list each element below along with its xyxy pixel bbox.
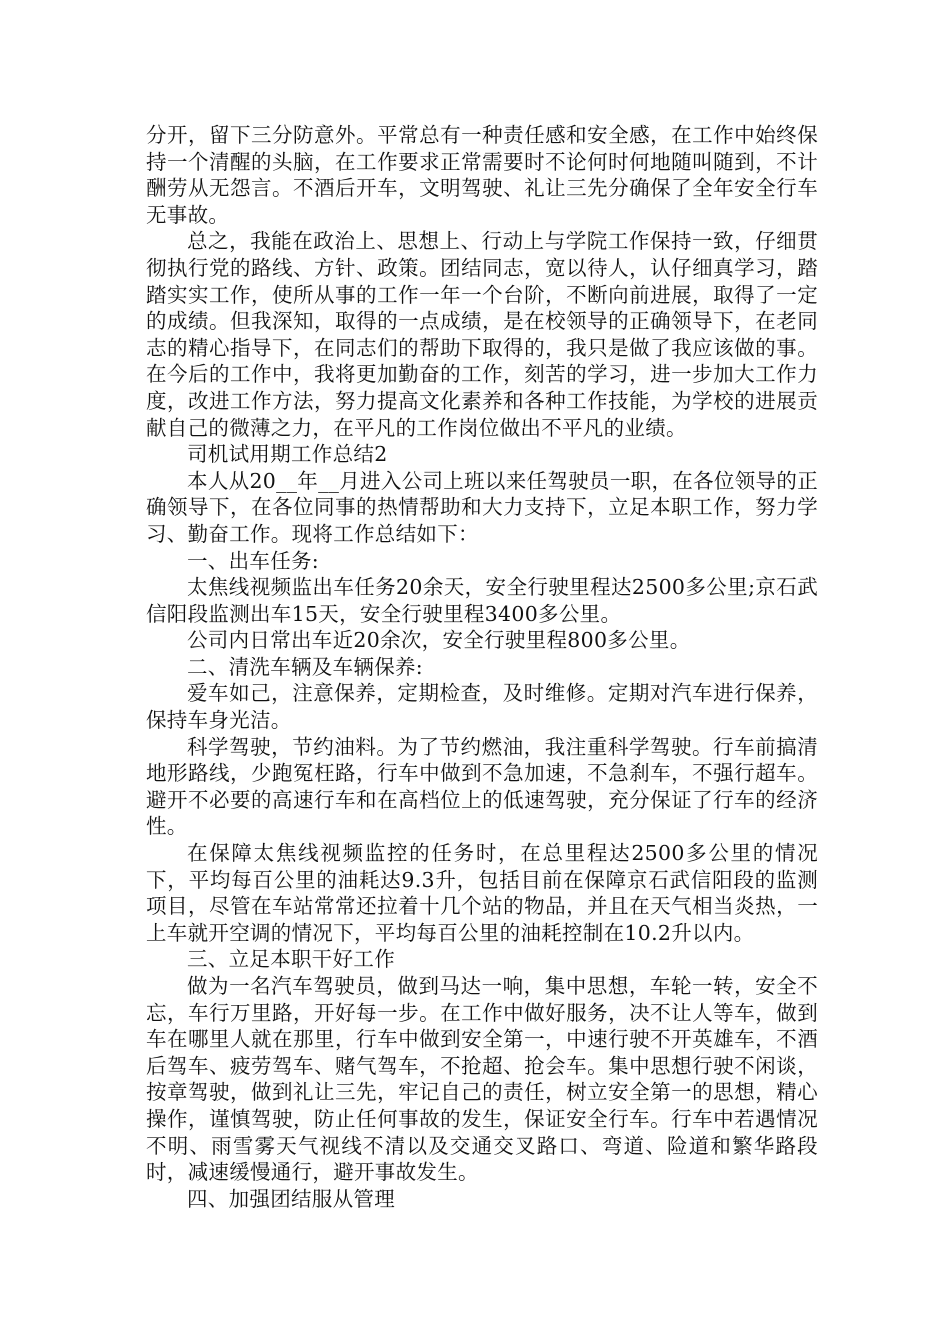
paragraph: 科学驾驶，节约油料。为了节约燃油，我注重科学驾驶。行车前搞清地形路线，少跑冤枉路，行车中做到不急加速，不急刹车，不强行超车。避开不必要的高速行车和在高档位上的低速驾驶，充分保证了行车的经济性。 [146,734,818,839]
paragraph: 分开，留下三分防意外。平常总有一种责任感和安全感，在工作中始终保持一个清醒的头脑，在工作要求正常需要时不论何时何地随叫随到，不计酬劳从无怨言。不酒后开车，文明驾驶、礼让三先分确保了全年安全行车无事故。 [146,123,818,227]
paragraph: 公司内日常出车近20余次，安全行驶里程800多公里。 [187,628,691,653]
section-heading: 一、出车任务: [187,548,320,573]
paragraph: 爱车如己，注意保养，定期检查，及时维修。定期对汽车进行保养，保持车身光洁。 [146,681,818,733]
section-heading: 四、加强团结服从管理 [187,1186,395,1211]
section-title: 司机试用期工作总结2 [187,442,388,467]
paragraph: 太焦线视频监出车任务20余天，安全行驶里程达2500多公里;京石武信阳段监测出车15天，安全行驶里程3400多公里。 [146,575,818,626]
paragraph: 做为一名汽车驾驶员，做到马达一响，集中思想，车轮一转，安全不忘，车行万里路，开好每一步。在工作中做好服务，决不让人等车，做到车在哪里人就在那里，行车中做到安全第一，中速行驶不开英雄车，不酒后驾车、疲劳驾车、赌气驾车，不抢超、抢会车。集中思想行驶不闲谈，按章驾驶，做到礼让三先，牢记自己的责任，树立安全第一的思想，精心操作，谨慎驾驶，防止任何事故的发生，保证安全行车。行车中若遇情况不明、雨雪雾天气视线不清以及交通交叉路口、弯道、险道和繁华路段时，减速缓慢通行，避开事故发生。 [146,974,818,1185]
paragraph: 总之，我能在政治上、思想上、行动上与学院工作保持一致，仔细贯彻执行党的路线、方针、政策。团结同志，宽以待人，认仔细真学习，踏踏实实工作，使所从事的工作一年一个台阶，不断向前进展，取得了一定的成绩。但我深知，取得的一点成绩，是在校领导的正确领导下，在老同志的精心指导下，在同志们的帮助下取得的，我只是做了我应该做的事。在今后的工作中，我将更加勤奋的工作，刻苦的学习，进一步加大工作力度，改进工作方法，努力提高文化素养和各种工作技能，为学校的进展贡献自己的微薄之力，在平凡的工作岗位做出不平凡的业绩。 [146,229,818,440]
paragraph: 本人从20__年__月进入公司上班以来任驾驶员一职，在各位领导的正确领导下，在各位同事的热情帮助和大力支持下，立足本职工作，努力学习、勤奋工作。现将工作总结如下： [146,468,818,546]
document-page [146,122,818,1212]
paragraph: 在保障太焦线视频监控的任务时，在总里程达2500多公里的情况下，平均每百公里的油耗达9.3升，包括目前在保障京石武信阳段的监测项目，尽管在车站常常还拉着十几个站的物品，并且在天气相当炎热，一上车就开空调的情况下，平均每百公里的油耗控制在10.2升以内。 [146,841,818,945]
section-heading: 三、立足本职干好工作 [187,947,395,972]
section-heading: 二、清洗车辆及车辆保养: [187,654,424,679]
